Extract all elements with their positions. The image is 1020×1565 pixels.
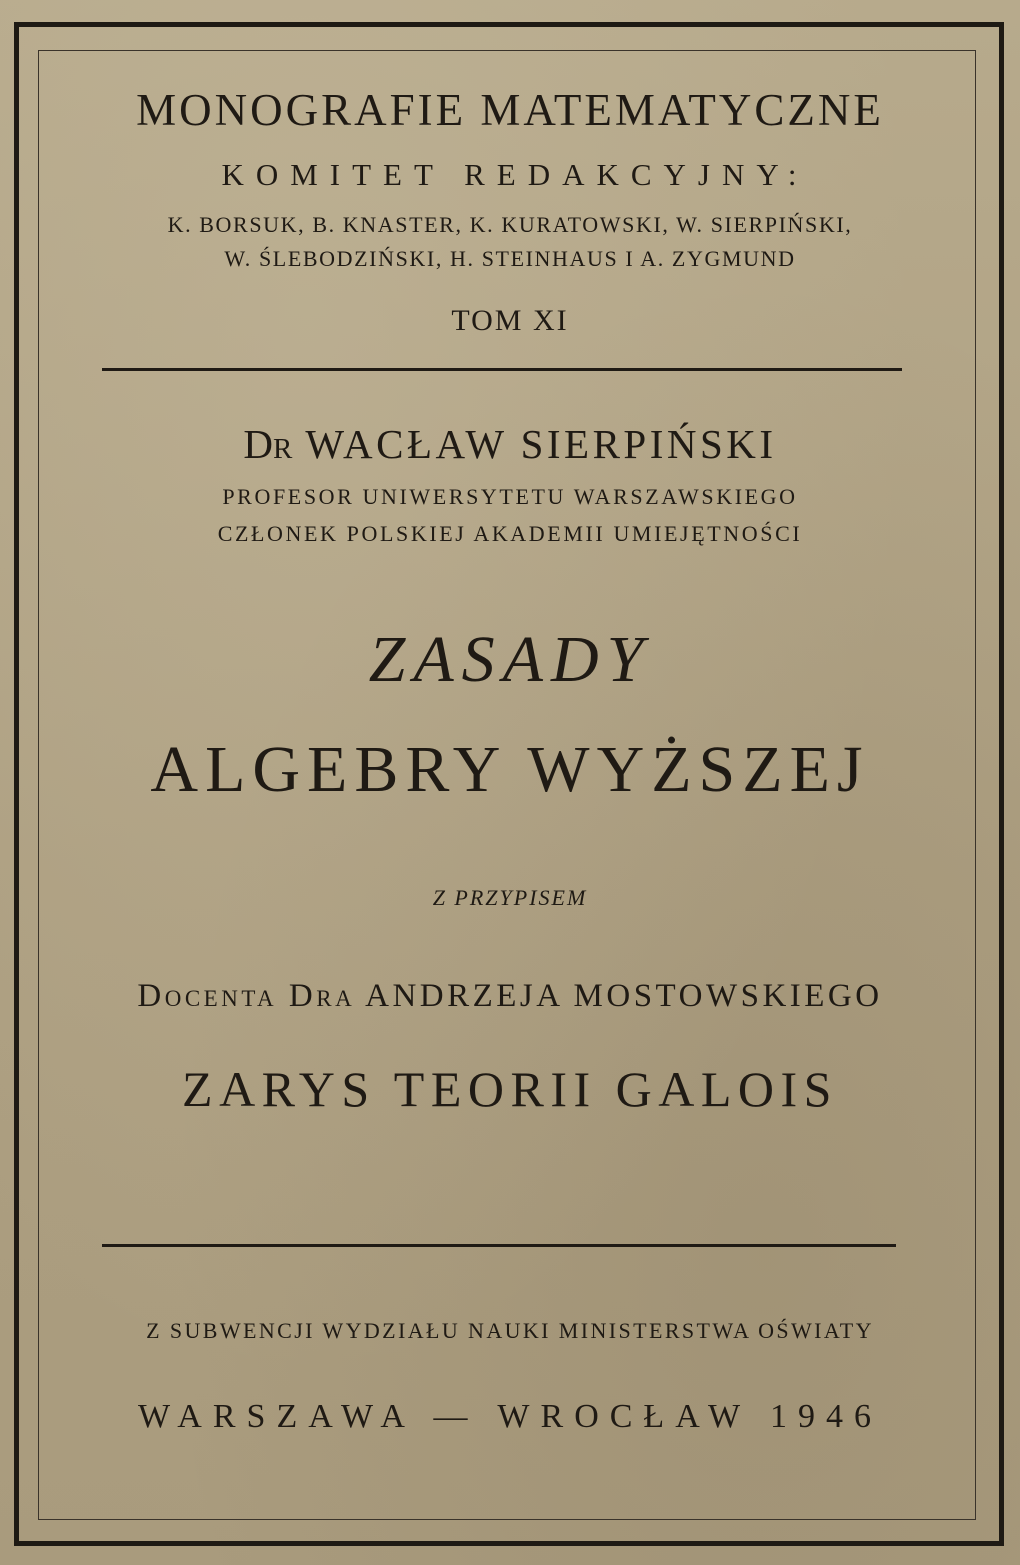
committee-members-line-1: K. BORSUK, B. KNASTER, K. KURATOWSKI, W. SIERPIŃSKI, [167,212,853,237]
appendix-intro: Z PRZYPISEM [432,885,588,910]
book-title-line-2: ALGEBRY WYŻSZEJ [150,733,870,806]
author-affiliation-2: CZŁONEK POLSKIEJ AKADEMII UMIEJĘTNOŚCI [217,521,803,546]
publication-imprint: WARSZAWA — WROCŁAW 1946 [137,1398,883,1435]
appendix-author: Docenta Dra ANDRZEJA MOSTOWSKIEGO [137,978,883,1014]
top-divider [102,368,902,371]
author-full-name: WACŁAW SIERPIŃSKI [305,421,777,467]
author-title: Dr [243,421,293,467]
author-affiliation-1: PROFESOR UNIWERSYTETU WARSZAWSKIEGO [222,484,798,509]
committee-members-line-2: W. ŚLEBODZIŃSKI, H. STEINHAUS I A. ZYGMUND [224,246,796,271]
book-title-line-1: ZASADY [368,623,652,696]
subsidy-note: Z SUBWENCJI WYDZIAŁU NAUKI MINISTERSTWA OŚWIATY [146,1318,874,1343]
committee-label: KOMITET REDAKCYJNY: [221,157,809,192]
appendix-title: ZARYS TEORII GALOIS [182,1061,838,1117]
bottom-divider [102,1244,896,1247]
author-name [0,420,1020,468]
series-title: MONOGRAFIE MATEMATYCZNE [136,85,884,135]
volume-number: TOM XI [451,304,569,337]
